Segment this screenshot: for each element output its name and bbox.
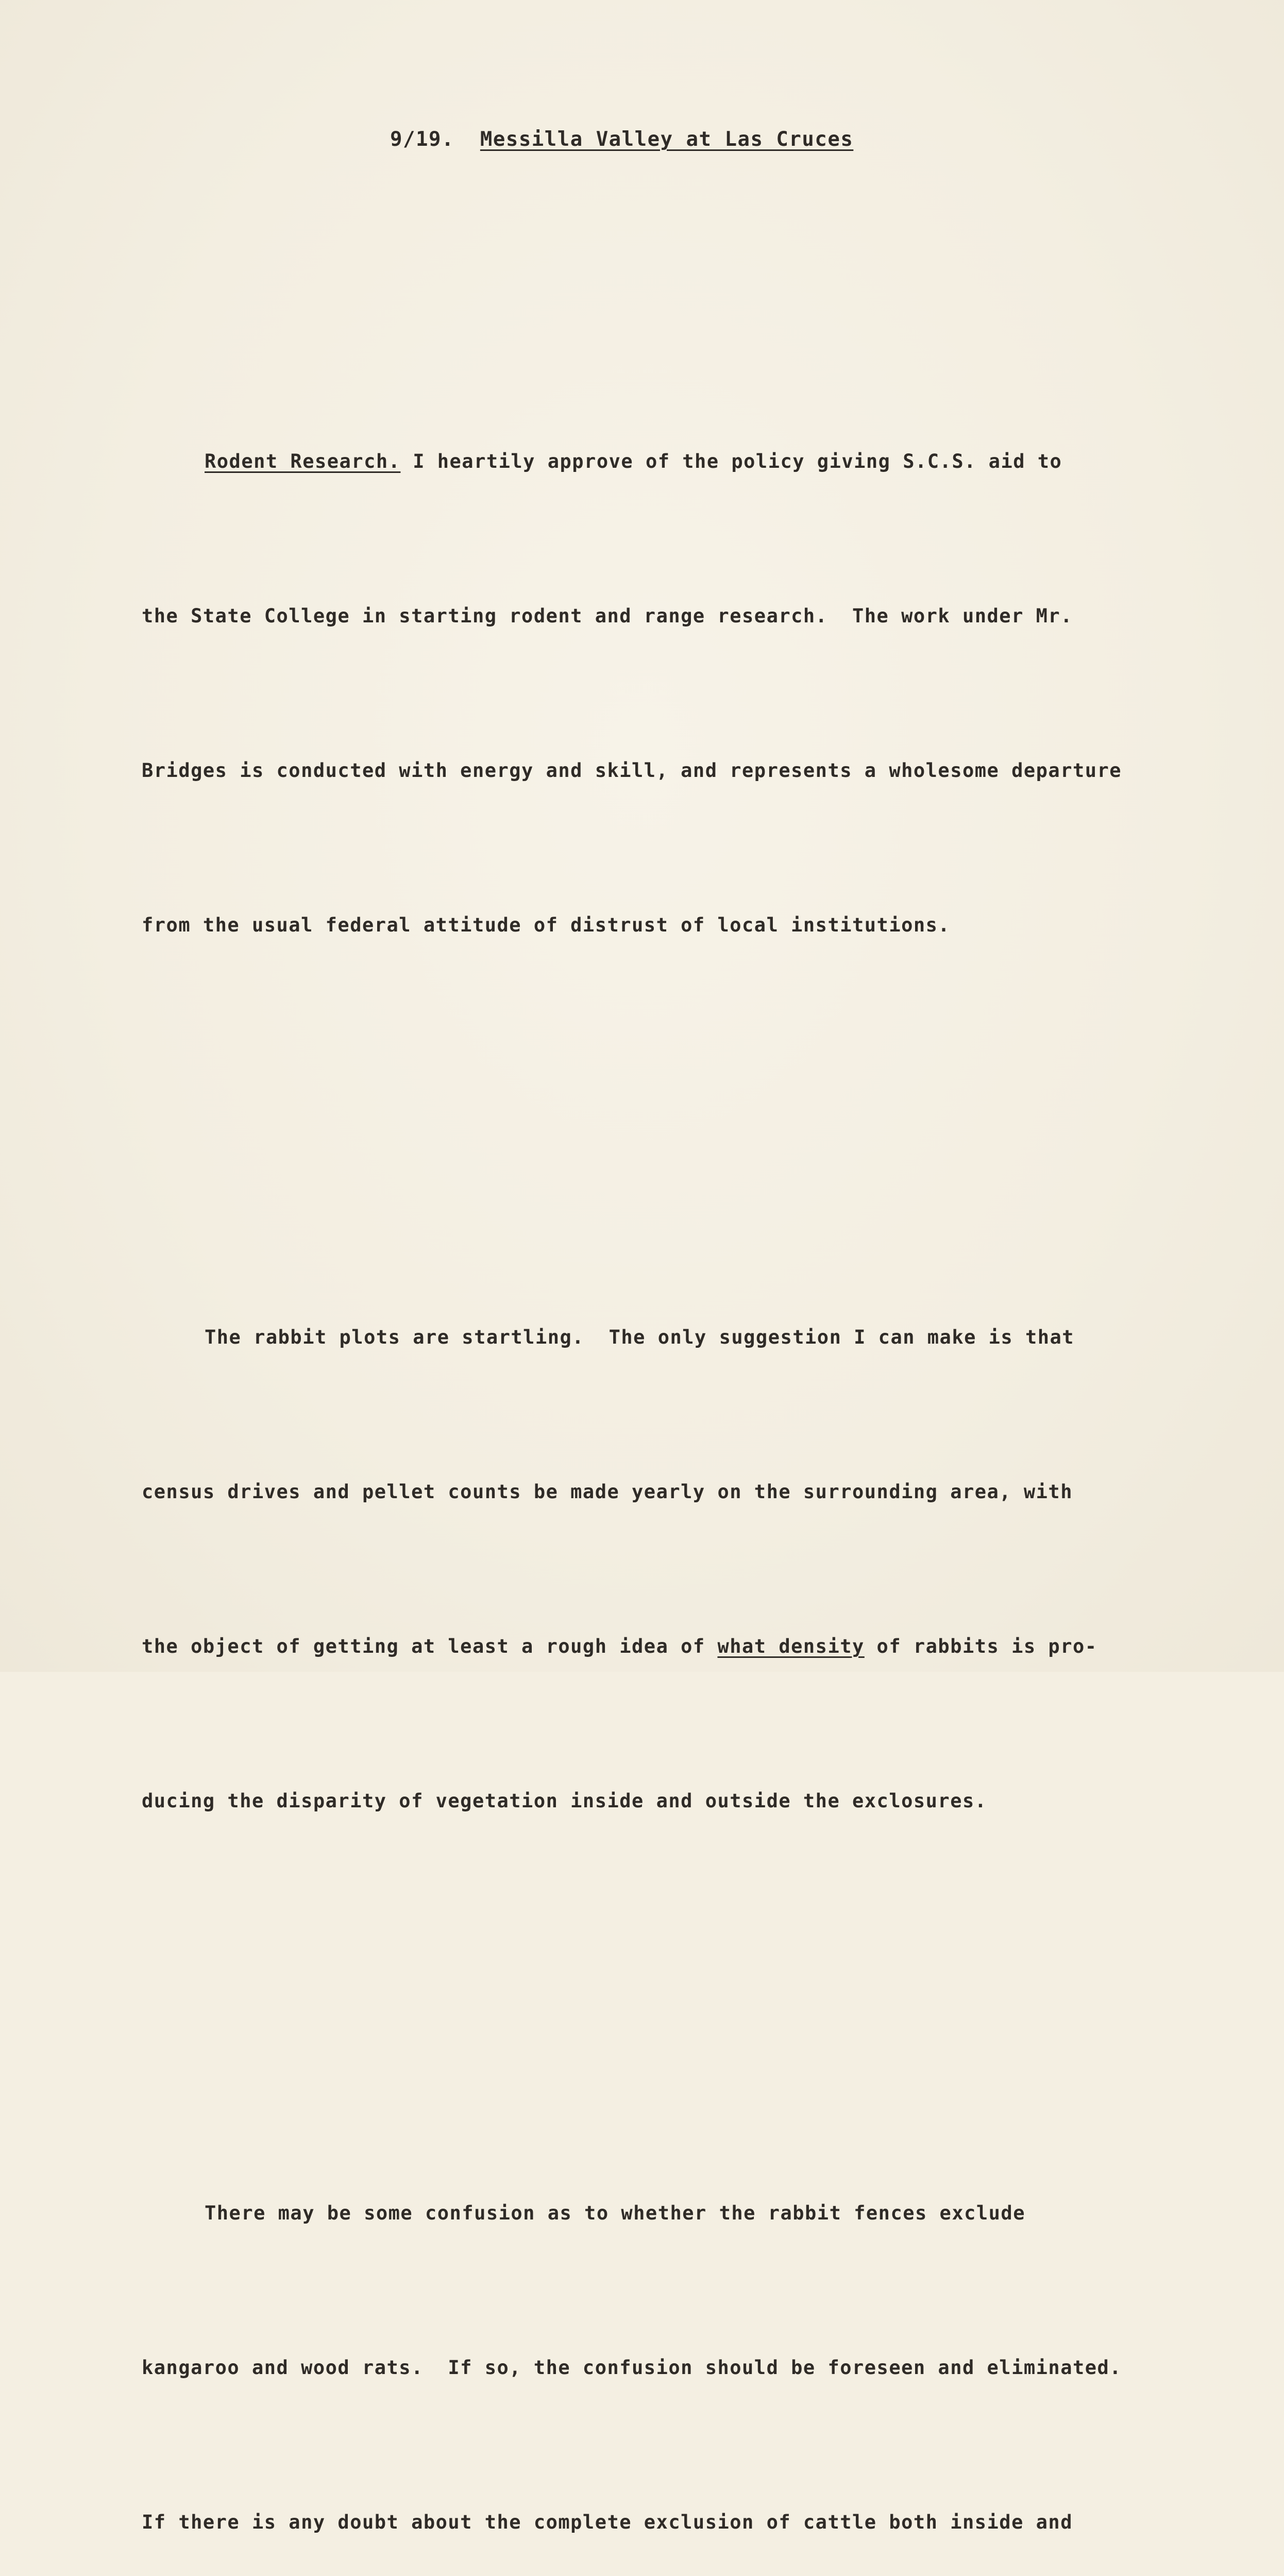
paragraph-fence-confusion bbox=[142, 2084, 1183, 2576]
paragraph-rodent-research bbox=[142, 333, 1183, 1054]
text-line: census drives and pellet counts be made yearly on the surrounding area, with bbox=[142, 1481, 1073, 1503]
text-span: I heartily approve of the policy giving S.C.S. aid to bbox=[400, 450, 1062, 472]
document-body bbox=[142, 178, 1183, 2576]
text-line bbox=[142, 436, 1183, 487]
text-line bbox=[142, 1621, 1183, 1672]
text-line: Bridges is conducted with energy and skill, and represents a wholesome departure bbox=[142, 759, 1122, 782]
paragraph-rabbit-plots bbox=[142, 1209, 1183, 1930]
text-line: from the usual federal attitude of distrust of local institutions. bbox=[142, 914, 951, 936]
text-span: of rabbits is pro- bbox=[864, 1635, 1097, 1657]
underlined-phrase: what density bbox=[717, 1635, 865, 1657]
text-line: The rabbit plots are startling. The only suggestion I can make is that bbox=[205, 1326, 1075, 1348]
text-line: ducing the disparity of vegetation inside and outside the exclosures. bbox=[142, 1790, 987, 1812]
text-line: If there is any doubt about the complete exclusion of cattle both inside and bbox=[142, 2511, 1073, 2533]
text-line: kangaroo and wood rats. If so, the confusion should be foreseen and eliminated. bbox=[142, 2357, 1122, 2379]
section-label-rodent-research: Rodent Research. bbox=[205, 450, 401, 472]
heading-date: 9/19. bbox=[390, 128, 454, 151]
page-heading bbox=[390, 128, 853, 151]
text-line: the State College in starting rodent and range research. The work under Mr. bbox=[142, 605, 1073, 627]
text-line: There may be some confusion as to whether the rabbit fences exclude bbox=[205, 2202, 1025, 2224]
text-span: the object of getting at least a rough idea of bbox=[142, 1635, 718, 1657]
heading-title: Messilla Valley at Las Cruces bbox=[480, 128, 854, 151]
